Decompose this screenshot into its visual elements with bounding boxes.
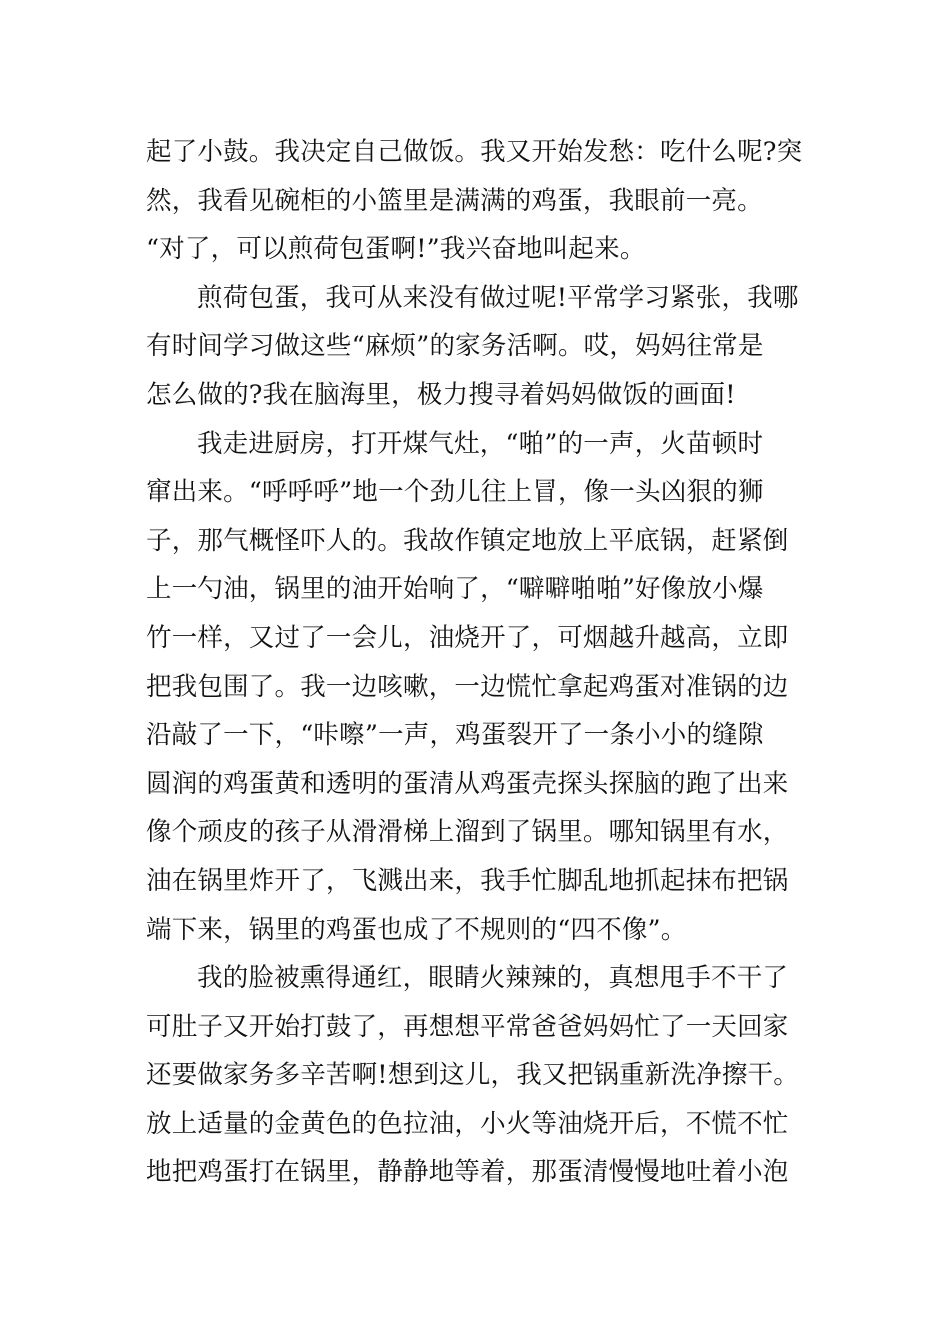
text-line: 上一勺油，锅里的油开始响了，“噼噼啪啪”好像放小爆 bbox=[146, 574, 764, 605]
text-line: 沿敲了一下，“咔嚓”一声，鸡蛋裂开了一条小小的缝隙 bbox=[146, 720, 764, 751]
text-line: 怎么做的?我在脑海里，极力搜寻着妈妈做饭的画面! bbox=[146, 379, 736, 410]
paragraph-first-line: 我的脸被熏得通红，眼睛火辣辣的，真想甩手不干了 bbox=[197, 963, 789, 994]
text-line: 放上适量的金黄色的色拉油，小火等油烧开后，不慌不忙 bbox=[146, 1108, 789, 1139]
paragraph-first-line: 我走进厨房，打开煤气灶，“啪”的一声，火苗顿时 bbox=[197, 428, 764, 459]
text-line: 油在锅里炸开了，飞溅出来，我手忙脚乱地抓起抹布把锅 bbox=[146, 865, 789, 896]
text-line: 子，那气概怪吓人的。我故作镇定地放上平底锅，赶紧倒 bbox=[146, 525, 789, 556]
text-line: 还要做家务多辛苦啊!想到这儿，我又把锅重新洗净擦干。 bbox=[146, 1060, 799, 1091]
text-line: 竹一样，又过了一会儿，油烧开了，可烟越升越高，立即 bbox=[146, 622, 789, 653]
text-line: 端下来，锅里的鸡蛋也成了不规则的“四不像”。 bbox=[146, 914, 687, 945]
essay-body bbox=[146, 128, 806, 1197]
text-line: “对了，可以煎荷包蛋啊!”我兴奋地叫起来。 bbox=[146, 234, 646, 265]
text-line: 窜出来。“呼呼呼”地一个劲儿往上冒，像一头凶狠的狮 bbox=[146, 477, 764, 508]
text-line: 然，我看见碗柜的小篮里是满满的鸡蛋，我眼前一亮。 bbox=[146, 185, 763, 216]
paragraph-first-line: 煎荷包蛋，我可从来没有做过呢!平常学习紧张，我哪 bbox=[197, 282, 799, 313]
text-line: 像个顽皮的孩子从滑滑梯上溜到了锅里。哪知锅里有水， bbox=[146, 817, 789, 848]
text-line: 可肚子又开始打鼓了，再想想平常爸爸妈妈忙了一天回家 bbox=[146, 1011, 789, 1042]
text-line: 圆润的鸡蛋黄和透明的蛋清从鸡蛋壳探头探脑的跑了出来 bbox=[146, 768, 789, 799]
text-line: 地把鸡蛋打在锅里，静静地等着，那蛋清慢慢地吐着小泡 bbox=[146, 1157, 789, 1188]
text-line: 有时间学习做这些“麻烦”的家务活啊。哎，妈妈往常是 bbox=[146, 331, 764, 362]
text-line: 把我包围了。我一边咳嗽，一边慌忙拿起鸡蛋对准锅的边 bbox=[146, 671, 789, 702]
text-line: 起了小鼓。我决定自己做饭。我又开始发愁：吃什么呢?突 bbox=[146, 137, 803, 167]
